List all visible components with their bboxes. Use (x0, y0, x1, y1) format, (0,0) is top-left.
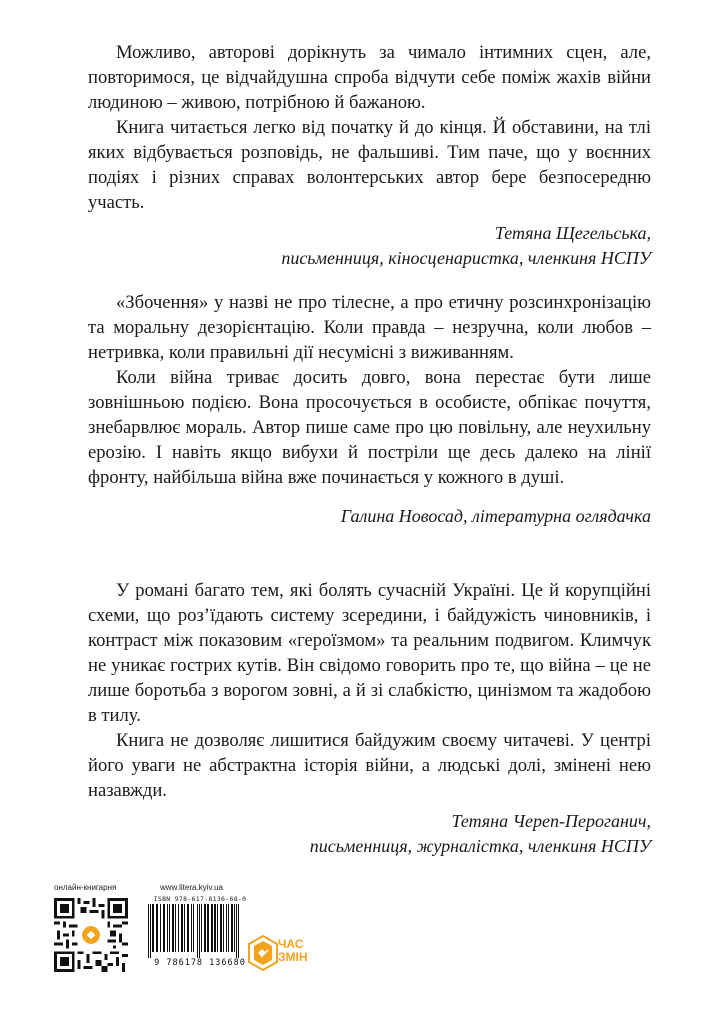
signature-name: Тетяна Щегельська, (494, 223, 651, 243)
publisher-name-line-2: ЗМІН (278, 950, 308, 964)
chas-zmin-logo-icon (248, 935, 278, 971)
review-novosad (88, 290, 651, 529)
review-paragraph: У романі багато тем, які болять сучасній Україні. Це й корупційні схеми, що роз’їдають систему зсередини, і байдужість чиновників, і контраст між показовим «героїзмом» та реальним подвигом. Климчук не уникає гострих кутів. Він свідомо говорить про те, що війна – це не лише боротьба з ворогом зовні, а й зі слабкістю, цинізмом та жадобою в тилу. (88, 580, 651, 726)
review-paragraph: Книга не дозволяє лишитися байдужим своєму читачеві. У центрі його уваги не абстрактна історія війни, а людські долі, змінені нею назавжди. (88, 730, 651, 801)
review-signature (88, 504, 651, 529)
online-shop-label: онлайн-книгарня (54, 883, 117, 892)
publisher-name-line-1: ЧАС (278, 937, 304, 951)
barcode-icon (144, 904, 256, 958)
review-paragraph: Коли війна триває досить довго, вона перестає бути лише зовнішньою подією. Вона просочується в особисте, обпікає почуття, знебарвлює мораль. Автор пише саме про цю повільну, але неухильну ерозію. І навіть якщо вибухи й постріли ще десь далеко на лінії фронту, найбільша війна вже починається у кожного в душі. (88, 367, 651, 488)
review-signature (88, 809, 651, 859)
review-paragraph: Книга читається легко від початку й до кінця. Й обставини, на тлі яких відбувається розповідь, не фальшиві. Тим паче, що у воєнних подіях і різних справах волонтерських автор бере безпосередню участь. (88, 117, 651, 213)
isbn-barcode (140, 895, 260, 977)
ean-digits: 9 786178 136680 (154, 958, 246, 968)
qr-code-icon (54, 898, 128, 972)
website-label[interactable]: www.litera.kyiv.ua (160, 883, 223, 892)
publisher-name (278, 938, 308, 964)
review-cherep-perohanych (88, 578, 651, 859)
publisher-logo (248, 935, 338, 975)
review-paragraph: «Збочення» у назві не про тілесне, а про етичну розсинхронізацію та моральну дезорієнтацію. Коли правда – незручна, коли любов – нетривка, коли правильні дії несумісні з виживанням. (88, 292, 651, 363)
signature-title: письменниця, кіносценаристка, членкиня НСПУ (281, 248, 651, 268)
signature-title: письменниця, журналістка, членкиня НСПУ (309, 836, 651, 856)
review-signature (88, 221, 651, 271)
isbn-text: ISBN 978-617-8136-68-0 (153, 895, 247, 903)
review-paragraph: Можливо, авторові дорікнуть за чимало інтимних сцен, але, повторимося, це відчайдушна спроба відчути себе поміж жахів війни людиною – живою, потрібною й бажаною. (88, 42, 651, 113)
signature-name: Галина Новосад, літературна оглядачка (340, 506, 651, 526)
signature-name: Тетяна Череп-Пероганич, (451, 811, 651, 831)
review-shchehelska (88, 40, 651, 271)
